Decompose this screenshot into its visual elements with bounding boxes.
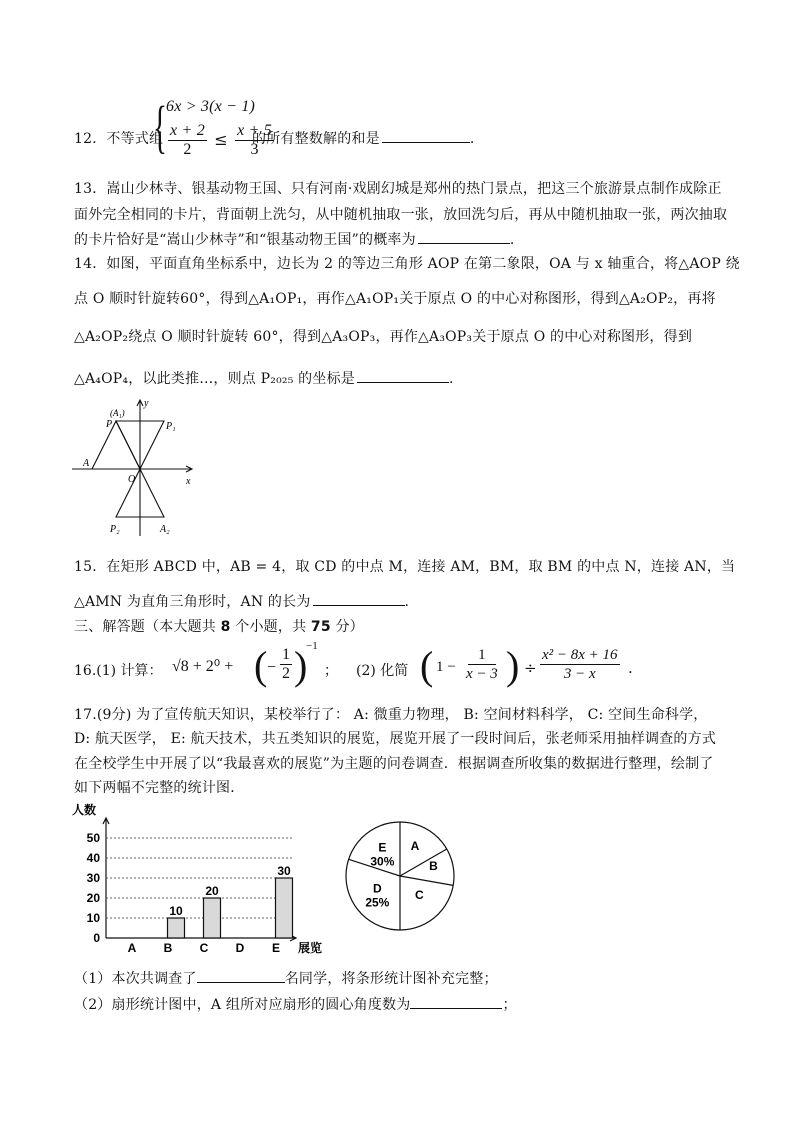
y-tick-label: 10 bbox=[86, 911, 100, 925]
figure-14-rotation-diagram bbox=[70, 396, 200, 546]
pie-chart-exhibits bbox=[338, 812, 468, 942]
pie-slice-label: D bbox=[373, 881, 382, 896]
x-tick-label: E bbox=[271, 941, 281, 955]
x-tick-label: A bbox=[127, 941, 137, 955]
q12-prefix: 12．不等式组 bbox=[74, 131, 164, 147]
question-14-line3: △A₂OP₂绕点 O 顺时针旋转 60°，得到△A₃OP₃，再作△A₃OP₃关于原点 O 的中心对称图形，得到 bbox=[74, 329, 693, 345]
answer-blank-13[interactable] bbox=[418, 231, 510, 244]
pie-slice-label: E bbox=[378, 840, 387, 855]
answer-blank-12[interactable] bbox=[382, 130, 470, 143]
question-15-line1: 15．在矩形 ABCD 中，AB = 4，取 CD 的中点 M，连接 AM，BM，取 BM 的中点 N，连接 AN，当 bbox=[74, 559, 736, 575]
question-14-line2: 点 O 顺时针旋转60°，得到△A₁OP₁，再作△A₁OP₁关于原点 O 的中心对称图形，得到△A₂OP₂，再将 bbox=[74, 291, 716, 307]
question-15-line2: △AMN 为直角三角形时，AN 的长为 . bbox=[74, 594, 410, 610]
question-17-sub2: （2）扇形统计图中，A 组所对应扇形的圆心角度数为 ； bbox=[74, 997, 517, 1013]
question-17-line3: 在全校学生中开展了以“我最喜欢的展览”为主题的问卷调查．根据调查所收集的数据进行整理，绘制了 bbox=[74, 756, 714, 772]
q12-ineq1: 6x > 3(x − 1) bbox=[166, 98, 256, 115]
question-14-line1: 14．如图，平面直角坐标系中，边长为 2 的等边三角形 AOP 在第二象限，OA 与 x 轴重合，将△AOP 绕 bbox=[74, 256, 740, 272]
fig-label-P2: P₂ bbox=[110, 524, 120, 535]
pie-slice-label: B bbox=[429, 859, 438, 874]
x-axis-label: 展览 bbox=[298, 941, 323, 955]
bar-data-label: 20 bbox=[205, 884, 219, 898]
y-tick-label: 0 bbox=[93, 931, 100, 945]
answer-blank-14[interactable] bbox=[357, 370, 449, 383]
question-14-line4: △A₄OP₄，以此类推…，则点 P₂₀₂₅ 的坐标是 . bbox=[74, 371, 454, 387]
question-17-line2: D: 航天医学， E: 航天技术，共五类知识的展览，展览开展了一段时间后，张老师采用抽样调查的方式 bbox=[74, 731, 717, 747]
pie-percent-label: 30% bbox=[370, 854, 395, 869]
q12-suffix: 的所有整数解的和是 . bbox=[252, 131, 475, 147]
pie-slice-label: C bbox=[414, 887, 424, 902]
answer-blank-17-2[interactable] bbox=[410, 996, 502, 1009]
y-tick-label: 30 bbox=[86, 871, 100, 885]
fig-label-A: A bbox=[83, 458, 90, 469]
y-tick-label: 20 bbox=[86, 891, 100, 905]
x-tick-label: D bbox=[235, 941, 245, 955]
fig-label-y: y bbox=[144, 398, 149, 409]
fig-label-x: x bbox=[186, 476, 191, 487]
question-17-sub1: （1）本次共调查了 名同学，将条形统计图补充完整； bbox=[74, 971, 498, 987]
q12-ineq2: $\frac{x + 2}{2}$ ≤ $\frac{x + 5}{3}$ bbox=[170, 122, 273, 158]
fig-label-P1: P₁ bbox=[166, 421, 176, 432]
answer-blank-17-1[interactable] bbox=[197, 970, 285, 983]
fig-label-A2: A₂ bbox=[160, 524, 170, 535]
question-13-line2: 面外完全相同的卡片，背面朝上洗匀，从中随机抽取一张，放回洗匀后，再从中随机抽取一张，两次抽取 bbox=[74, 207, 728, 223]
bar bbox=[204, 898, 221, 938]
bar-data-label: 10 bbox=[169, 904, 183, 918]
q12-brace: { bbox=[153, 94, 168, 159]
bar bbox=[276, 878, 293, 938]
fig-label-O: O bbox=[128, 474, 136, 485]
triangle-AOP bbox=[92, 421, 140, 469]
x-tick-label: B bbox=[163, 941, 173, 955]
y-tick-label: 50 bbox=[86, 831, 100, 845]
bar bbox=[168, 918, 185, 938]
question-13-line1: 13．嵩山少林寺、银基动物王国、只有河南·戏剧幻城是郑州的热门景点，把这三个旅游景点制作成除正 bbox=[74, 181, 722, 197]
question-13-line3: 的卡片恰好是“嵩山少林寺”和“银基动物王国”的概率为 . bbox=[74, 232, 515, 248]
bar-chart-exhibits bbox=[70, 800, 340, 960]
pie-slice-label: A bbox=[410, 839, 420, 854]
fig-label-A1: (A₁) bbox=[110, 408, 125, 418]
question-17-line1: 17.(9分) 为了宣传航天知识，某校举行了： A: 微重力物理， B: 空间材料科学， C: 空间生命科学， bbox=[74, 707, 708, 723]
answer-blank-15[interactable] bbox=[313, 593, 405, 606]
bar-data-label: 30 bbox=[277, 864, 291, 878]
y-tick-label: 40 bbox=[86, 851, 100, 865]
y-axis-label: 人数 bbox=[72, 803, 97, 817]
x-tick-label: C bbox=[199, 941, 209, 955]
pie-percent-label: 25% bbox=[365, 895, 390, 910]
fig-label-P: P bbox=[106, 419, 113, 430]
question-17-line4: 如下两幅不完整的统计图． bbox=[74, 780, 245, 796]
section-3-heading: 三、解答题（本大题共 8 个小题，共 75 分） bbox=[74, 619, 364, 635]
